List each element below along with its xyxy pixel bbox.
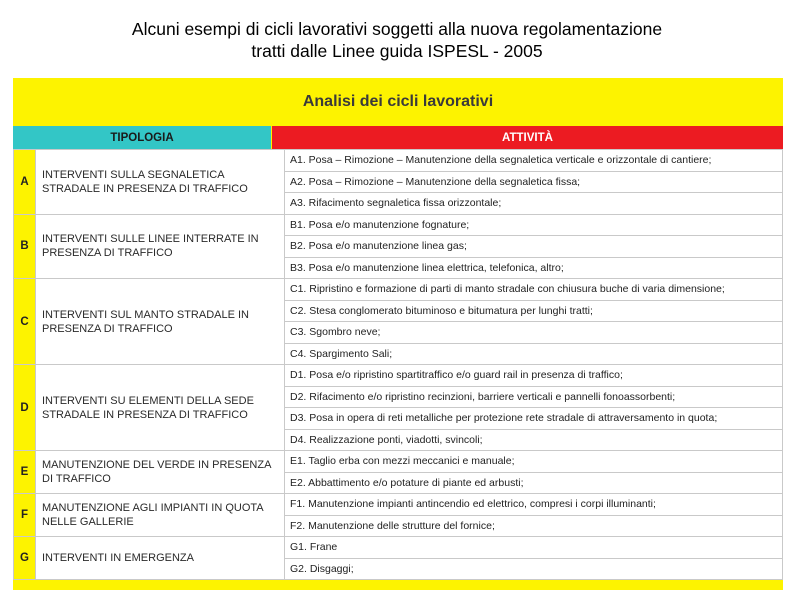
slide-title [0,18,794,62]
activity-text: G2. Disgaggi; [290,562,354,575]
activity-text: E2. Abbattimento e/o potature di piante ed arbusti; [290,476,524,489]
activity-text: D1. Posa e/o ripristino spartitraffico e/o guard rail in presenza di traffico; [290,369,623,382]
activity-cell [285,236,783,258]
activity-cell [285,322,783,344]
group-tipologia: INTERVENTI SULLA SEGNALETICA STRADALE IN PRESENZA DI TRAFFICO [36,150,285,215]
activity-cell [285,150,783,172]
activity-cell [285,365,783,387]
activity-text: D2. Rifacimento e/o ripristino recinzioni, barriere verticali e pannelli fonoassorbenti; [290,390,676,403]
activity-cell [285,279,783,301]
activity-text: A1. Posa – Rimozione – Manutenzione della segnaletica verticale e orizzontale di cantiere; [290,154,712,167]
activity-cell [285,408,783,430]
activity-cell [285,257,783,279]
slide-title-line1: Alcuni esempi di cicli lavorativi soggetti alla nuova regolamentazione [131,19,663,39]
table-row [14,494,783,516]
activity-cell [285,214,783,236]
cycles-table-image [13,78,783,590]
table-title: Analisi dei cicli lavorativi [302,93,494,110]
activity-cell [285,472,783,494]
table-row [14,214,783,236]
group-letter: A [14,150,36,215]
activity-cell [285,300,783,322]
activity-text: C1. Ripristino e formazione di parti di manto stradale con chiusura buche di varia dimensione; [290,283,725,296]
activity-text: D3. Posa in opera di reti metalliche per protezione rete stradale di attraversamento in quota; [290,412,718,425]
table-row [14,537,783,559]
group-tipologia: MANUTENZIONE DEL VERDE IN PRESENZA DI TRAFFICO [36,451,285,494]
group-tipologia: MANUTENZIONE AGLI IMPIANTI IN QUOTA NELLE GALLERIE [36,494,285,537]
table-row [14,150,783,172]
group-tipologia: INTERVENTI SU ELEMENTI DELLA SEDE STRADALE IN PRESENZA DI TRAFFICO [36,365,285,451]
slide-title-line2: tratti dalle Linee guida ISPESL - 2005 [251,41,543,61]
group-letter: B [14,214,36,279]
group-letter: C [14,279,36,365]
group-letter: G [14,537,36,580]
activity-text: E1. Taglio erba con mezzi meccanici e manuale; [290,455,515,468]
activity-cell [285,171,783,193]
group-letter: F [14,494,36,537]
activity-text: F2. Manutenzione delle strutture del fornice; [290,519,495,532]
activity-text: A3. Rifacimento segnaletica fissa orizzontale; [290,197,502,210]
header-attivita: ATTIVITÀ [272,126,783,149]
group-tipologia: INTERVENTI SULLE LINEE INTERRATE IN PRESENZA DI TRAFFICO [36,214,285,279]
group-letter: D [14,365,36,451]
activity-text: G1. Frane [290,541,338,554]
activity-text: D4. Realizzazione ponti, viadotti, svincoli; [290,433,483,446]
activity-cell [285,386,783,408]
activity-cell [285,537,783,559]
activity-text: C2. Stesa conglomerato bituminoso e bitumatura per lunghi tratti; [290,304,593,317]
table-row [14,279,783,301]
activity-cell [285,343,783,365]
header-tipologia: TIPOLOGIA [13,126,271,149]
activity-cell [285,494,783,516]
activity-cell [285,193,783,215]
table-row [14,451,783,473]
activity-text: B2. Posa e/o manutenzione linea gas; [290,240,467,253]
group-tipologia: INTERVENTI SUL MANTO STRADALE IN PRESENZA DI TRAFFICO [36,279,285,365]
activity-cell [285,429,783,451]
table-row [14,365,783,387]
activity-text: B3. Posa e/o manutenzione linea elettrica, telefonica, altro; [290,261,564,274]
activity-cell [285,558,783,580]
activity-text: C4. Spargimento Sali; [290,347,393,360]
group-tipologia: INTERVENTI IN EMERGENZA [36,537,285,580]
group-letter: E [14,451,36,494]
activity-cell [285,451,783,473]
cycles-table [13,149,783,580]
activity-text: C3. Sgombro neve; [290,326,381,339]
activity-text: F1. Manutenzione impianti antincendio ed elettrico, compresi i corpi illuminanti; [290,498,656,511]
activity-cell [285,515,783,537]
activity-text: B1. Posa e/o manutenzione fognature; [290,218,470,231]
activity-text: A2. Posa – Rimozione – Manutenzione della segnaletica fissa; [290,175,581,188]
